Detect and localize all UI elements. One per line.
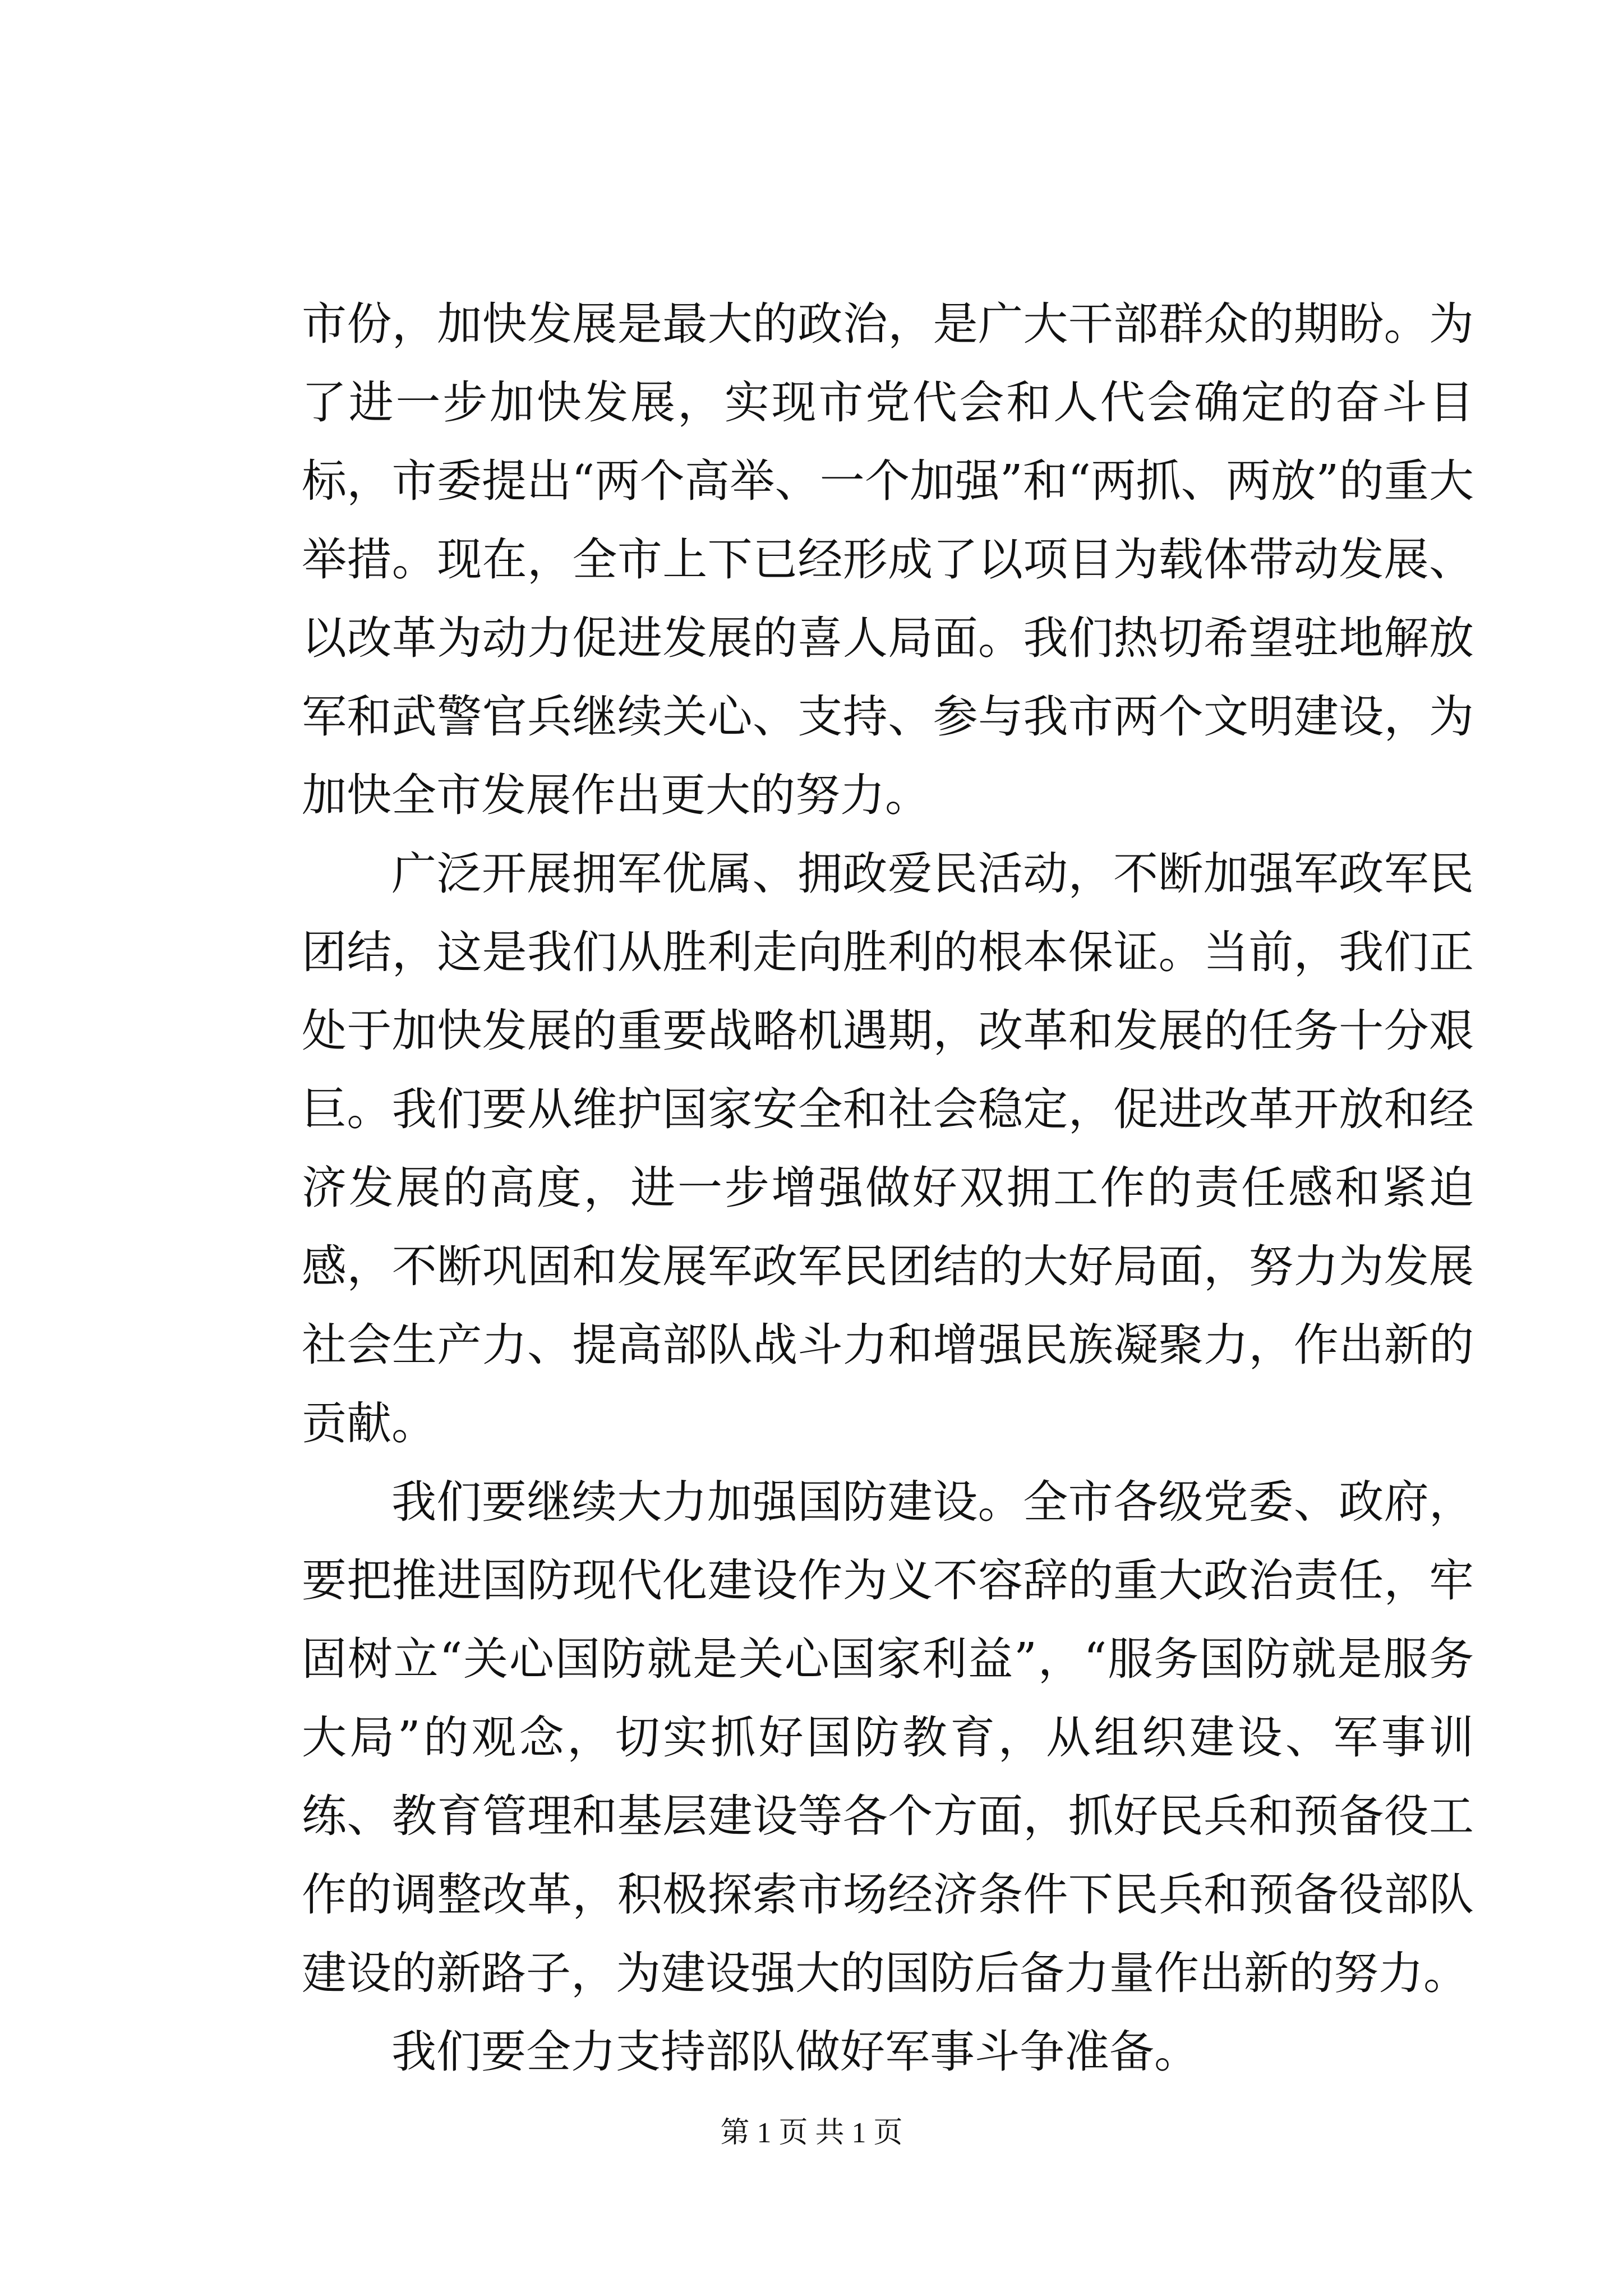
page-number-footer: 第 1 页 共 1 页 xyxy=(720,2117,903,2149)
paragraph-military-preparation: 我们要全力支持部队做好军事斗争准备。 xyxy=(391,2026,1199,2078)
paragraph-continuation: 市份，加快发展是最大的政治，是广大干部群众的期盼。为了进一步加快发展，实现市党代会和人代会确定的奋斗目标，市委提出“两个高举、一个加强”和“两抓、两放”的重大举措。现在，全市上下已经形成了以项目为载体带动发展、以改革为动力促进发展的喜人局面。我们热切希望驻地解放军和武警官兵继续关心、支持、参与我市两个文明建设，为加快全市发展作出更大的努力。 xyxy=(302,298,1474,821)
document-body xyxy=(302,285,1474,2091)
paragraph-national-defense: 我们要继续大力加强国防建设。全市各级党委、政府，要把推进国防现代化建设作为义不容辞的重大政治责任，牢固树立“关心国防就是关心国家利益”，“服务国防就是服务大局”的观念，切实抓好国防教育，从组织建设、军事训练、教育管理和基层建设等各个方面，抓好民兵和预备役工作的调整改革，积极探索市场经济条件下民兵和预备役部队建设的新路子，为建设强大的国防后备力量作出新的努力。 xyxy=(302,1476,1474,1999)
paragraph-military-civil-unity: 广泛开展拥军优属、拥政爱民活动，不断加强军政军民团结，这是我们从胜利走向胜利的根本保证。当前，我们正处于加快发展的重要战略机遇期，改革和发展的任务十分艰巨。我们要从维护国家安全和社会稳定，促进改革开放和经济发展的高度，进一步增强做好双拥工作的责任感和紧迫感，不断巩固和发展军政军民团结的大好局面，努力为发展社会生产力、提高部队战斗力和增强民族凝聚力，作出新的贡献。 xyxy=(302,848,1474,1450)
